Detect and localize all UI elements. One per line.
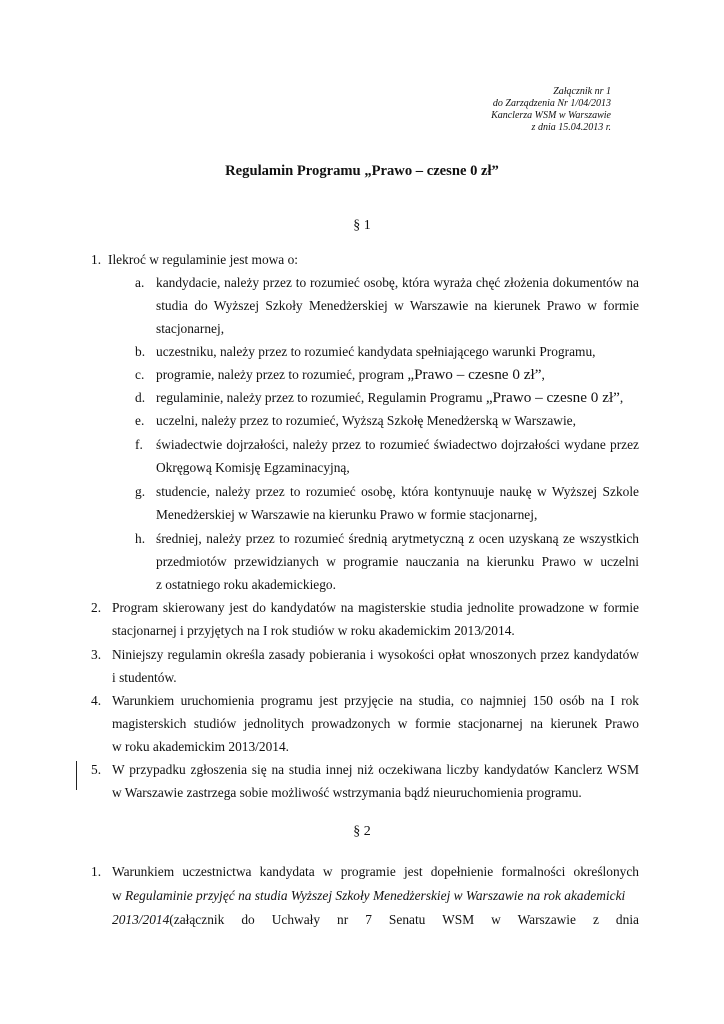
subitem-mark: a. [135, 275, 145, 290]
item-text: w Warszawie zastrzega sobie możliwość wstrzymania bądź nieuruchomienia programu. [112, 785, 582, 800]
item-number: 2. [91, 600, 102, 615]
item-text [112, 888, 625, 904]
subitem-text: kandydacie, należy przez to rozumieć osobę, która wyraża chęć złożenia dokumentów na [156, 275, 639, 290]
subitem-text-part: , [619, 390, 624, 405]
subitem-mark: f. [135, 437, 143, 452]
subitem-text [156, 366, 545, 384]
item-text: w roku akademickim 2013/2014. [112, 739, 290, 754]
item-text-part: (załącznik do Uchwały nr 7 Senatu WSM w Warszawie z dnia [169, 912, 639, 927]
section-1-heading: § 1 [353, 218, 371, 233]
item-number: 1. [91, 864, 102, 879]
annex-line-2: do Zarządzenia Nr 1/04/2013 [492, 98, 611, 109]
program-name: „Prawo – czesne 0 zł” [407, 366, 542, 383]
item-number: 3. [91, 647, 102, 662]
subitem-mark: c. [135, 367, 145, 382]
item-text: stacjonarnej i przyjętych na I rok studiów w roku akademickim 2013/2014. [112, 623, 515, 638]
subitem-text: z ostatniego roku akademickiego. [156, 577, 336, 592]
item-text: Warunkiem uczestnictwa kandydata w programie jest dopełnienie formalności określonych [112, 864, 639, 879]
subitem-mark: b. [135, 344, 146, 359]
subitem-text: średniej, należy przez to rozumieć średnią arytmetyczną z ocen uzyskaną ze wszystkich [156, 531, 639, 546]
subitem-mark: h. [135, 531, 146, 546]
subitem-text: stacjonarnej, [156, 321, 225, 336]
subitem-mark: e. [135, 413, 145, 428]
item-text: W przypadku zgłoszenia się na studia innej niż oczekiwana liczby kandydatów Kanclerz WSM [112, 762, 639, 777]
item-text: Ilekroć w regulaminie jest mowa o: [108, 252, 299, 267]
document-title: Regulamin Programu „Prawo – czesne 0 zł” [225, 163, 499, 179]
subitem-text-part: regulaminie, należy przez to rozumieć, Regulamin Programu [156, 390, 486, 405]
item-number: 4. [91, 693, 102, 708]
annex-line-4: z dnia 15.04.2013 r. [531, 122, 611, 133]
item-text: Niniejszy regulamin określa zasady pobierania i wysokości opłat wnoszonych przez kandydatów [112, 647, 639, 662]
program-name: „Prawo – czesne 0 zł” [485, 389, 620, 406]
subitem-text: przedmiotów przewidzianych w programie nauczania na kierunku Prawo w uczelni [156, 554, 639, 569]
subitem-text: Menedżerskiej w Warszawie na kierunku Prawo w formie stacjonarnej, [156, 507, 538, 522]
subitem-text: świadectwie dojrzałości, należy przez to rozumieć świadectwo dojrzałości wydane przez [156, 437, 639, 452]
revision-bar [76, 761, 77, 790]
item-number: 5. [91, 762, 102, 777]
item-text: Program skierowany jest do kandydatów na magisterskie studia jednolite prowadzone w formie [112, 600, 639, 615]
section-2-heading: § 2 [353, 824, 371, 839]
subitem-text-part: programie, należy przez to rozumieć, program [156, 367, 408, 382]
item-text [112, 912, 639, 928]
subitem-text: Okręgową Komisję Egzaminacyjną, [156, 460, 350, 475]
subitem-mark: g. [135, 484, 146, 499]
item-number: 1. [91, 252, 102, 267]
subitem-text: studia do Wyższej Szkoły Menedżerskiej w Warszawie na kierunek Prawo w formie [156, 298, 639, 313]
subitem-mark: d. [135, 390, 146, 405]
item-text: i studentów. [112, 670, 177, 685]
subitem-text [156, 389, 623, 407]
item-text-part: w [112, 888, 126, 903]
subitem-text: uczestniku, należy przez to rozumieć kandydata spełniającego warunki Programu, [156, 344, 596, 359]
item-text: magisterskich studiów jednolitych prowadzonych w formie stacjonarnej na kierunek Prawo [112, 716, 639, 731]
regulation-title: 2013/2014 [112, 912, 170, 927]
subitem-text: studencie, należy przez to rozumieć osobę, która kontynuuje naukę w Wyższej Szkole [156, 484, 639, 499]
annex-note [491, 86, 611, 134]
item-text: Warunkiem uruchomienia programu jest przyjęcie na studia, co najmniej 150 osób na I rok [112, 693, 639, 708]
subitem-text-part: , [541, 367, 545, 382]
subitem-text: uczelni, należy przez to rozumieć, Wyższą Szkołę Menedżerską w Warszawie, [156, 413, 576, 428]
regulation-title: Regulaminie przyjęć na studia Wyższej Szkoły Menedżerskiej w Warszawie na rok akademicki [125, 888, 626, 903]
annex-line-3: Kanclerza WSM w Warszawie [491, 110, 611, 121]
annex-line-1: Załącznik nr 1 [553, 86, 611, 97]
